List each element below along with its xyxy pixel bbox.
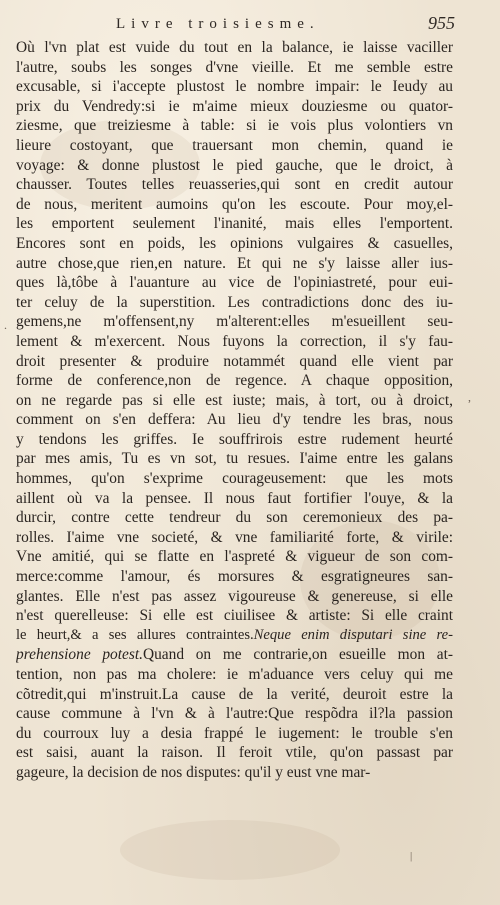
text-line: du courroux luy a desia frappé le iugement: le trouble s'en — [16, 724, 453, 742]
text-line: ziesme, que treiziesme à table: si ie vois plus volontiers vn — [16, 117, 453, 135]
text-line: ter celuy de la superstition. Les contradictions donc des iu- — [16, 293, 453, 311]
text-line: chausser. Toutes telles reuasseries,qui sont en credit autour — [16, 176, 453, 194]
text-line: durcir, contre cette tendreur du son ceremonieux des pa- — [16, 509, 453, 527]
text-segment: Quand on me contrarie,on esueille mon at- — [142, 646, 453, 664]
text-line: gageure, la decision de nos disputes: qu'il y eust vne mar- — [16, 763, 371, 781]
text-line: cause commune à l'vn & à l'autre:Que respõdra il?la passion — [16, 705, 453, 723]
text-line: forme de conference,non de regence. A chaque opposition, — [16, 372, 453, 390]
text-line: lieure costoyant, que trauersant mon chemin, quand ie — [16, 136, 453, 154]
text-line: par mes amis, Tu es vn sot, tu resues. I'aime entre les galans — [16, 450, 453, 468]
text-line: droit presenter & produire notammét quand elle vient par — [16, 352, 453, 370]
text-line: gemens,ne m'offensent,ny m'alterent:elles m'esueillent seu- — [16, 313, 453, 331]
text-line: autre chose,que rien,en nature. Et qui ne s'y laisse aller ius- — [16, 254, 453, 272]
text-line: comment on s'en deffera: Au lieu d'y tendre les bras, nous — [16, 411, 453, 429]
text-line: l'autre, soubs les songes d'vne vieille. Et me semble estre — [16, 58, 453, 76]
text-line: hommes, qu'on s'exprime courageusement: que les mots — [16, 470, 453, 488]
text-line: on ne regarde pas si elle est iuste; mais, à tort, ou à droict, — [16, 391, 453, 409]
margin-mark: , — [468, 390, 471, 404]
body-text — [16, 38, 453, 783]
text-line: Où l'vn plat est vuide du tout en la balance, ie laisse vaciller — [16, 39, 453, 56]
text-segment: le heurt,& a ses allures contraintes. — [16, 626, 254, 643]
text-line: aillent où va la pensee. Il nous faut fortifier l'ouye, & la — [16, 489, 453, 507]
text-line: cõtredit,qui m'instruit.La cause de la verité, deuroit estre la — [16, 685, 453, 703]
text-line: voyage: & donne plustost le pied gauche, que le droict, à — [16, 156, 453, 174]
margin-mark: . — [4, 318, 7, 332]
text-line-with-quote — [16, 645, 453, 665]
page-header — [0, 10, 500, 36]
text-line: Encores sont en poids, les opinions vulgaires & casuelles, — [16, 234, 453, 252]
text-line-with-quote — [16, 626, 453, 646]
text-line: est saisi, auant la raison. Il feroit vtile, qu'on passast par — [16, 744, 453, 762]
margin-mark: | — [410, 850, 413, 862]
text-line: glantes. Elle n'est pas assez vigoureuse & genereuse, si elle — [16, 587, 453, 605]
text-line: Vne amitié, qui se flatte en l'aspreté & vigueur de son com- — [16, 548, 453, 566]
text-line: y tendons les griffes. Ie souffrirois estre rudement heurté — [16, 430, 453, 448]
text-line: rolles. I'aime vne societé, & vne familiarité forte, & virile: — [16, 528, 453, 546]
text-line: lement & m'exercent. Nous fuyons la correction, il s'y fau- — [16, 332, 453, 350]
latin-quote: Neque enim disputari sine re- — [253, 626, 453, 643]
latin-quote-end: prehensione potest. — [16, 646, 143, 664]
text-line: merce:comme l'amour, és morsures & esgratigneures san- — [16, 568, 453, 586]
text-line: n'est querelleuse: Si elle est ciuilisee & artiste: Si elle craint — [16, 607, 453, 625]
text-line: prix du Vendredy:si ie m'aime mieux douziesme ou quator- — [16, 97, 453, 115]
running-title: Livre troisiesme. — [116, 16, 320, 32]
text-line: de nous, meritent aumoins qu'on les escoute. Pour moy,el- — [16, 195, 453, 213]
page-number: 955 — [428, 13, 455, 33]
text-line: excusable, si i'accepte plustost le nombre impair: le Ieudy au — [16, 78, 453, 96]
text-line: les emportent seulement l'inanité, mais elles l'emportent. — [16, 215, 453, 233]
text-line: tention, non pas ma cholere: ie m'aduance vers celuy qui me — [16, 666, 453, 683]
paper-stain — [120, 820, 340, 880]
text-line: ques là,tôbe à l'auanture au vice de l'opiniastreté, pour eui- — [16, 274, 453, 292]
